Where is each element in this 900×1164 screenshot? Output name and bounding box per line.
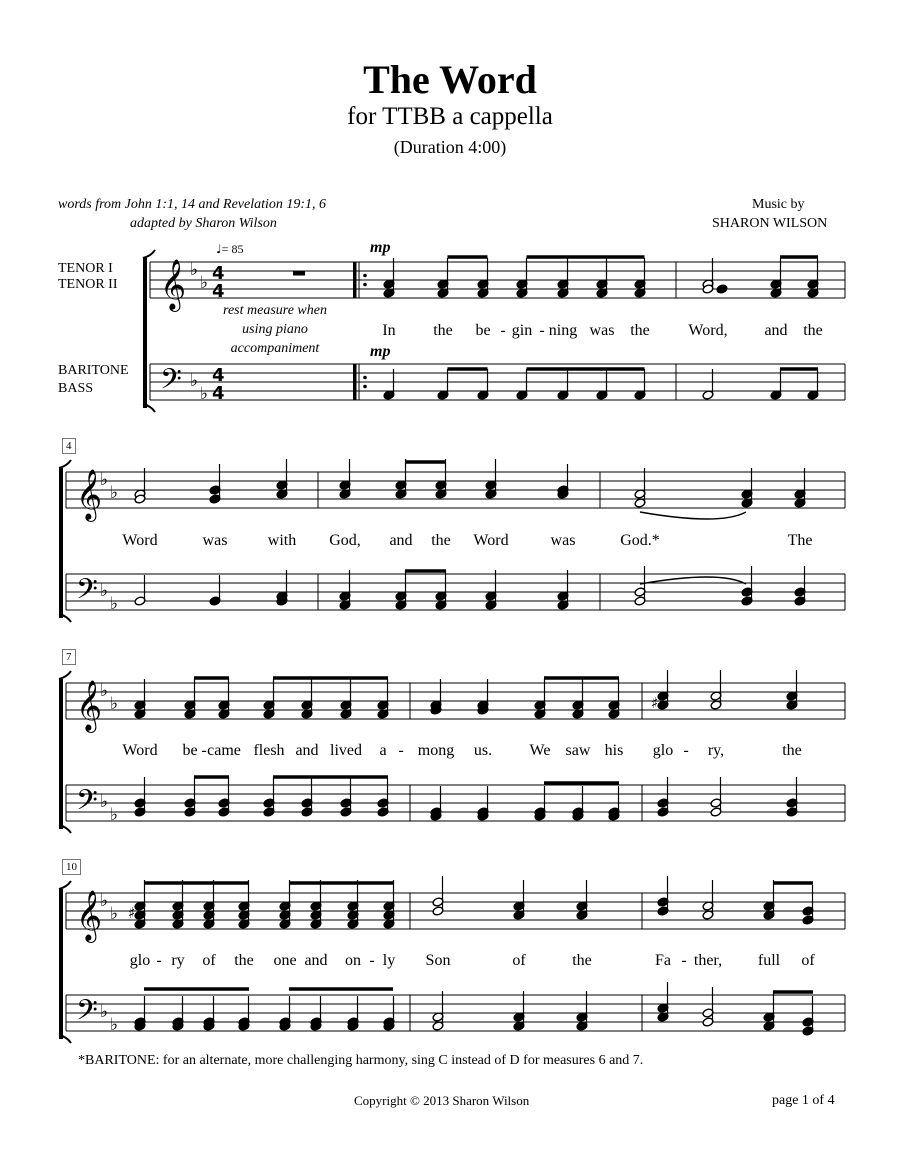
dynamic-upper: mp — [370, 239, 391, 256]
bass-clef-icon: 𝄢 — [160, 363, 182, 403]
flat-icon: ♭ — [100, 470, 109, 490]
flat-icon: ♭ — [110, 904, 119, 924]
adapted-credit: adapted by Sharon Wilson — [130, 216, 277, 231]
lyric-syllable: a — [379, 742, 387, 759]
lyric-hyphen: - — [500, 322, 506, 339]
lyric-syllable: and — [304, 952, 328, 969]
lyric-hyphen: - — [201, 742, 207, 759]
lyric-syllable: Fa — [655, 952, 671, 969]
lyric-syllable: God, — [329, 532, 361, 549]
part-label-baritone: BARITONE — [58, 363, 129, 378]
lyric-syllable: us. — [473, 742, 493, 759]
lyric-syllable: was — [589, 322, 615, 339]
repeat-dot — [363, 274, 367, 278]
lyric-syllable: full — [757, 952, 781, 969]
measure-number-4: 4 — [62, 438, 76, 454]
lyric-syllable: the — [433, 322, 453, 339]
repeat-dot — [363, 283, 367, 287]
tempo-marking: ♩= 85 — [216, 242, 244, 256]
lyric-syllable: glo — [652, 742, 674, 759]
lyric-syllable: the — [234, 952, 254, 969]
flat-icon: ♭ — [100, 581, 109, 601]
lyric-hyphen: - — [539, 322, 545, 339]
lyric-syllable: Word — [122, 742, 158, 759]
lyric-syllable: the — [782, 742, 802, 759]
lyric-syllable: the — [630, 322, 650, 339]
lyric-syllable: his — [604, 742, 624, 759]
sharp-icon: ♯ — [128, 904, 136, 922]
system-bracket — [59, 468, 63, 618]
flat-icon: ♭ — [200, 384, 209, 404]
tie — [640, 512, 746, 519]
lyric-hyphen: - — [681, 952, 687, 969]
flat-icon: ♭ — [190, 371, 199, 391]
flat-icon: ♭ — [110, 1015, 119, 1035]
bracket-hook — [143, 250, 155, 258]
repeat-thick-bar — [353, 262, 357, 298]
time-signature: 4 — [212, 263, 225, 284]
flat-icon: ♭ — [110, 805, 119, 825]
lyric-syllable: In — [382, 322, 396, 339]
lyric-syllable: be — [475, 322, 491, 339]
lyric-syllable: on — [345, 952, 361, 969]
lyric-syllable: lived — [330, 742, 362, 759]
flat-icon: ♭ — [200, 273, 209, 293]
lyric-syllable: the — [572, 952, 592, 969]
lyric-syllable: ry — [171, 952, 185, 969]
flat-icon: ♭ — [100, 1002, 109, 1022]
whole-rest — [293, 271, 305, 276]
lyric-syllable: Word, — [688, 322, 728, 339]
part-label-tenor-1: TENOR I — [58, 261, 113, 276]
lyric-syllable: ly — [382, 952, 396, 969]
dynamic-lower: mp — [370, 343, 391, 360]
time-signature: 4 — [212, 383, 225, 404]
repeat-dot — [363, 385, 367, 389]
lyric-syllable: gin — [511, 322, 533, 339]
lyric-syllable: We — [529, 742, 551, 759]
lyric-syllable: of — [202, 952, 216, 969]
lyric-syllable: glo — [129, 952, 151, 969]
music-by-label: Music by — [752, 197, 805, 212]
lyric-hyphen: - — [398, 742, 404, 759]
lyric-syllable: be — [182, 742, 198, 759]
system-bracket — [143, 258, 147, 408]
lyric-hyphen: - — [369, 952, 375, 969]
lyric-syllable: was — [550, 532, 576, 549]
words-credit: words from John 1:1, 14 and Revelation 19:1, 6 — [58, 197, 327, 212]
time-signature: 4 — [212, 281, 225, 302]
system-bracket — [59, 679, 63, 829]
lyric-syllable: of — [801, 952, 815, 969]
quarter-note-icon: ♩ — [216, 242, 222, 256]
flat-icon: ♭ — [100, 681, 109, 701]
piece-title: The Word — [363, 57, 537, 102]
lyric-syllable: the — [431, 532, 451, 549]
part-label-bass: BASS — [58, 381, 94, 396]
lyric-syllable: saw — [565, 742, 591, 759]
lyric-syllable: Word — [122, 532, 158, 549]
treble-clef-icon: 𝄞 — [76, 890, 103, 941]
lyric-syllable: of — [512, 952, 526, 969]
bracket-hook — [59, 881, 71, 889]
lyric-syllable: came — [207, 742, 241, 759]
piece-duration: (Duration 4:00) — [393, 137, 507, 157]
flat-icon: ♭ — [110, 694, 119, 714]
lyric-syllable: flesh — [253, 742, 285, 759]
sharp-icon: ♯ — [651, 694, 659, 712]
lyric-syllable: one — [273, 952, 297, 969]
system-bracket — [59, 889, 63, 1039]
repeat-dot — [363, 376, 367, 380]
part-label-tenor-2: TENOR II — [58, 277, 118, 292]
lyric-hyphen: - — [683, 742, 689, 759]
measure-number-7: 7 — [62, 649, 76, 665]
time-signature: 4 — [212, 365, 225, 386]
lyric-syllable: the — [803, 322, 823, 339]
lyric-syllable: ry, — [707, 742, 725, 759]
copyright-notice: Copyright © 2013 Sharon Wilson — [354, 1093, 530, 1108]
lyric-syllable: The — [787, 532, 813, 549]
bass-clef-icon: 𝄢 — [76, 784, 98, 824]
repeat-thick-bar — [353, 364, 357, 400]
flat-icon: ♭ — [110, 594, 119, 614]
lyric-syllable: and — [389, 532, 413, 549]
composer-name: SHARON WILSON — [712, 216, 828, 231]
flat-icon: ♭ — [190, 260, 199, 280]
rest-measure-note: rest measure when using piano accompaniment — [223, 303, 327, 356]
lyric-syllable: ning — [548, 322, 578, 339]
lyric-syllable: God.* — [620, 532, 660, 549]
flat-icon: ♭ — [100, 891, 109, 911]
treble-clef-icon: 𝄞 — [76, 680, 103, 731]
lyric-syllable: was — [202, 532, 228, 549]
bracket-hook — [59, 460, 71, 468]
piece-subtitle: for TTBB a cappella — [347, 103, 553, 130]
page-number: page 1 of 4 — [772, 1093, 835, 1108]
lyric-hyphen: - — [156, 952, 162, 969]
bracket-hook — [59, 671, 71, 679]
bass-clef-icon: 𝄢 — [76, 994, 98, 1034]
lyric-syllable: ther, — [693, 952, 723, 969]
lyric-syllable: with — [267, 532, 297, 549]
flat-icon: ♭ — [100, 792, 109, 812]
lyric-syllable: mong — [417, 742, 455, 759]
treble-clef-icon: 𝄞 — [160, 259, 187, 310]
lyric-syllable: Son — [425, 952, 451, 969]
measure-number-10: 10 — [62, 859, 81, 875]
lyric-syllable: and — [295, 742, 319, 759]
treble-clef-icon: 𝄞 — [76, 469, 103, 520]
dot — [716, 284, 728, 294]
bass-clef-icon: 𝄢 — [76, 573, 98, 613]
lyric-syllable: Word — [473, 532, 509, 549]
flat-icon: ♭ — [110, 483, 119, 503]
lyric-syllable: and — [764, 322, 788, 339]
baritone-footnote: *BARITONE: for an alternate, more challenging harmony, sing C instead of D for measures 6 and 7. — [78, 1053, 644, 1068]
